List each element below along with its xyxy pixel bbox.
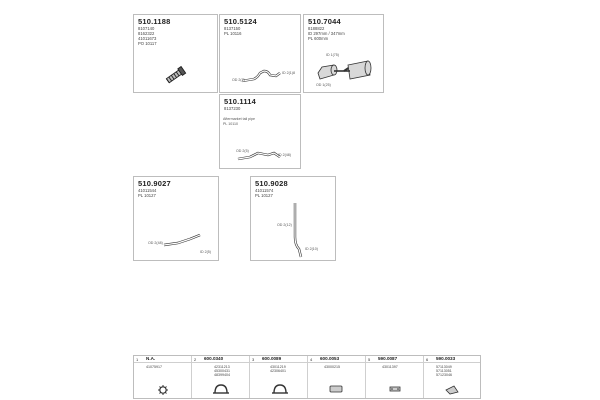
fitting-cell[interactable] (366, 356, 424, 398)
gear-icon (134, 356, 192, 398)
ref-line: PL 10127 (138, 193, 156, 198)
part-number: 510.7044 (308, 17, 341, 26)
ref-line: 57113049 (436, 365, 452, 369)
ref-line: 57123046 (436, 373, 452, 377)
ref-line: 43011219 (270, 365, 286, 369)
ref-line: 57113051 (436, 369, 452, 373)
dimension-label: OD 2(12) (277, 223, 292, 227)
part-number: 510.9028 (255, 179, 288, 188)
dimension-label: OD 2(7) (232, 78, 245, 82)
tail-pipe-drawing (220, 95, 302, 170)
ref-line: PL 10127 (255, 193, 273, 198)
part-card-510-5124[interactable] (219, 14, 301, 93)
fittings-strip (133, 355, 481, 399)
dimension-label: ID 2(48) (278, 153, 291, 157)
ref-line: 45300431 (214, 369, 230, 373)
pipe-drawing (220, 15, 302, 94)
fitting-cell[interactable] (308, 356, 366, 398)
pipe-drawing (251, 177, 337, 262)
cell-index: 6 (426, 356, 429, 362)
ref-line: ID 297mm / 347mm (308, 31, 345, 36)
dimension-label: ID 2(1)8 (282, 71, 295, 75)
part-number: 600.0089 (262, 356, 282, 361)
ref-line: 48399404 (214, 373, 230, 377)
part-card-510-9028[interactable] (250, 176, 336, 261)
clamp-icon (192, 356, 250, 398)
clamp-icon (250, 356, 308, 398)
dimension-label: OD 1(25) (316, 83, 331, 87)
fitting-cell[interactable] (192, 356, 250, 398)
part-number: 600.0340 (204, 356, 224, 361)
cell-index: 4 (310, 356, 313, 362)
dimension-label: ID 2(10) (305, 247, 318, 251)
rubber-mount-icon (366, 356, 424, 398)
fitting-cell[interactable] (424, 356, 480, 398)
description-label: Aftermarket tail pipe (223, 117, 255, 121)
dimension-label: OD 2(48) (148, 241, 163, 245)
cell-index: 3 (252, 356, 255, 362)
bracket-icon (424, 356, 480, 398)
part-number: 510.1114 (224, 97, 257, 106)
part-number: 510.1188 (138, 17, 171, 26)
part-card-510-7044[interactable] (303, 14, 384, 93)
ref-line: 42306401 (270, 369, 286, 373)
part-number: 590.0033 (436, 356, 456, 361)
part-card-510-1188[interactable] (133, 14, 218, 93)
ref-line: 42311213 (214, 365, 230, 369)
part-number: 510.5124 (224, 17, 257, 26)
ref-line: PL 600mm (308, 36, 329, 41)
part-number: 590.0087 (378, 356, 398, 361)
ref-line: 8188822 (308, 26, 325, 31)
ref-line: 43011397 (382, 365, 398, 369)
ref-line: PO 10117 (138, 41, 157, 46)
dimension-label: PL 10110 (223, 122, 238, 126)
part-card-510-1114[interactable] (219, 94, 301, 169)
bolt-drawing (134, 15, 219, 94)
part-number: 600.0053 (320, 356, 340, 361)
dimension-label: ID 2(5) (200, 250, 211, 254)
part-number: 510.9027 (138, 179, 171, 188)
ref-line: 41011574 (255, 188, 274, 193)
part-card-510-9027[interactable] (133, 176, 219, 261)
ref-line: 41075917 (146, 365, 162, 369)
dimension-label: OD 2(5) (236, 149, 249, 153)
part-number: N.A. (146, 356, 156, 361)
ref-line: 8137150 (224, 26, 241, 31)
fitting-cell[interactable] (134, 356, 192, 398)
ref-line: 41011544 (138, 188, 157, 193)
cell-index: 5 (368, 356, 371, 362)
ref-line: PL 10116 (224, 31, 242, 36)
hanger-icon (308, 356, 366, 398)
dimension-label: ID 1(75) (326, 53, 339, 57)
ref-line: 41011673 (138, 36, 157, 41)
ref-line: 8137230 (224, 106, 241, 111)
ref-line: 8162322 (138, 31, 155, 36)
ref-line: 43000215 (324, 365, 340, 369)
cell-index: 1 (136, 356, 139, 362)
ref-line: 8107140 (138, 26, 155, 31)
fitting-cell[interactable] (250, 356, 308, 398)
cell-index: 2 (194, 356, 197, 362)
